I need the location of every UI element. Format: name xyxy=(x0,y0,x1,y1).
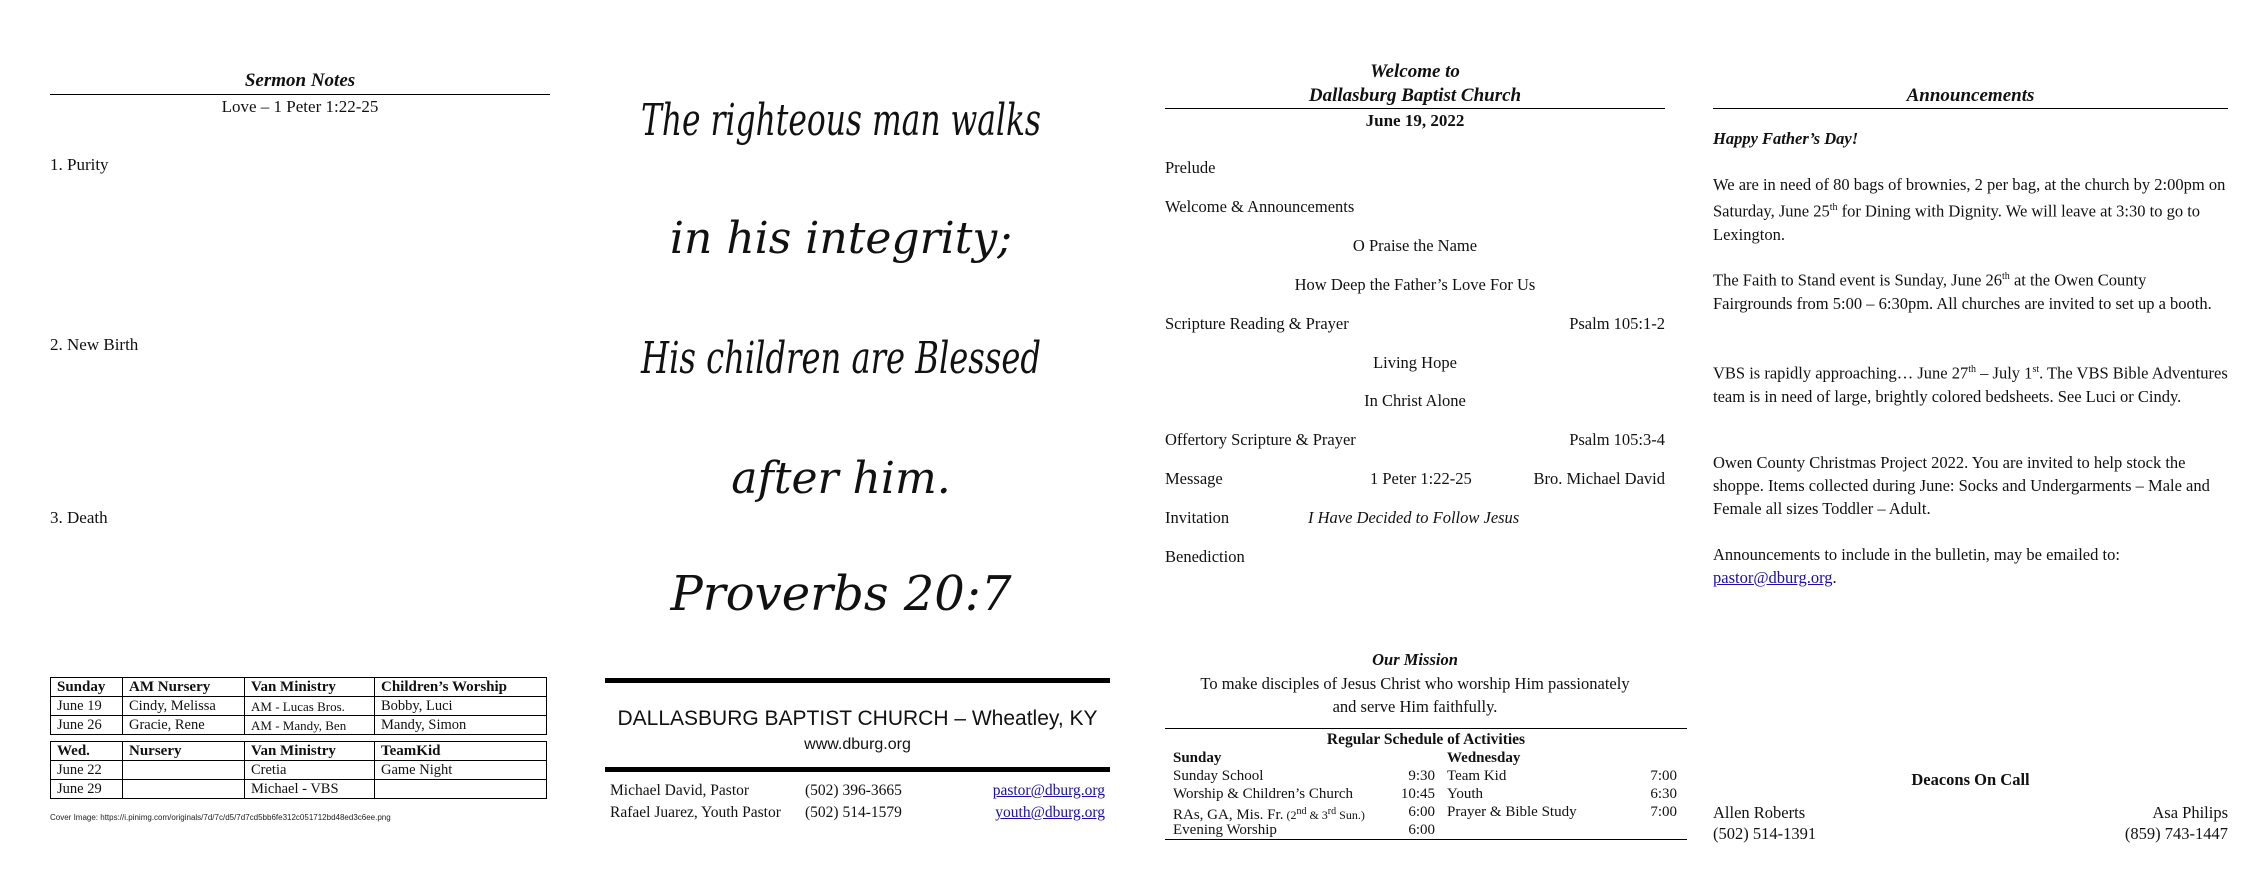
table-row xyxy=(51,780,547,799)
order-song: Living Hope xyxy=(1373,353,1457,372)
activity-name: Prayer & Bible Study xyxy=(1447,804,1577,820)
activity-time: 6:00 xyxy=(1408,804,1435,820)
activity-note: rd xyxy=(1327,806,1337,817)
table-cell: June 29 xyxy=(51,780,123,799)
activity-note: (2 xyxy=(1286,808,1297,822)
announcements-panel xyxy=(1713,0,2228,873)
verse-line: The righteous man walks xyxy=(641,95,1041,146)
order-welcome: Welcome & Announcements xyxy=(1165,197,1355,216)
verse-line: in his integrity; xyxy=(669,213,1013,264)
activity-name: RAs, GA, Mis. Fr. xyxy=(1173,807,1284,823)
church-title-line: Dallasburg Baptist Church xyxy=(1308,85,1522,106)
church-name: DALLASBURG BAPTIST CHURCH – Wheatley, KY xyxy=(617,707,1098,730)
activity-time: 10:45 xyxy=(1400,786,1435,802)
schedule-item xyxy=(1173,803,1435,821)
table-cell: Gracie, Rene xyxy=(123,716,245,735)
order-song: In Christ Alone xyxy=(1364,391,1466,410)
activity-time: 7:00 xyxy=(1650,768,1677,784)
sermon-point: 2. New Birth xyxy=(50,335,139,354)
activity-name: Evening Worship xyxy=(1173,822,1277,838)
announcements-title: Announcements xyxy=(1713,84,2228,109)
table-row xyxy=(51,761,547,780)
divider xyxy=(605,767,1110,772)
order-label: Message xyxy=(1165,469,1223,488)
announcement-text: th xyxy=(1968,364,1977,375)
scripture-reference: Psalm 105:3-4 xyxy=(1569,430,1665,449)
announcement-vbs xyxy=(1713,358,2228,408)
activity-time: 6:30 xyxy=(1650,786,1677,802)
scripture-verse-art xyxy=(605,80,1115,650)
activity-time: 6:00 xyxy=(1408,822,1435,838)
activity-name: Team Kid xyxy=(1447,768,1507,784)
deacon-phone: (502) 514-1391 xyxy=(1713,824,1817,843)
announcement-text: Announcements to include in the bulletin, may be emailed to: xyxy=(1713,545,2120,564)
activity-note: nd xyxy=(1296,806,1307,817)
schedule-day-label: Wednesday xyxy=(1447,750,1521,766)
schedule-item xyxy=(1447,785,1677,803)
order-message xyxy=(1165,469,1665,489)
staff-name: Michael David, Pastor xyxy=(610,782,750,799)
verse-line: His children are Blessed xyxy=(640,333,1041,384)
wednesday-volunteer-table xyxy=(50,741,547,799)
staff-email-link[interactable]: youth@dburg.org xyxy=(995,804,1105,821)
mission-statement xyxy=(1165,672,1665,718)
service-date: June 19, 2022 xyxy=(1365,111,1465,130)
announcement-text: for Dining with Dignity. We will leave at 3:30 to go to Lexington. xyxy=(1713,201,2201,244)
table-header-cell: Van Ministry xyxy=(245,678,375,697)
order-offertory xyxy=(1165,430,1665,450)
deacon-entry xyxy=(1713,802,1816,844)
sermon-notes-panel xyxy=(50,0,550,873)
cover-image-credit: Cover Image: https://i.pinimg.com/originals/7d/7c/d5/7d7cd5bb6fe312c051712bd48ed3c6ee.png xyxy=(50,813,391,822)
table-header-cell: Nursery xyxy=(123,742,245,761)
table-cell: June 19 xyxy=(51,697,123,716)
verse-reference: Proverbs 20:7 xyxy=(670,566,1012,622)
message-reference: 1 Peter 1:22-25 xyxy=(1370,469,1472,488)
table-header-row xyxy=(51,742,547,761)
table-header-row xyxy=(51,678,547,697)
divider xyxy=(1165,839,1687,840)
sermon-subtitle: Love – 1 Peter 1:22-25 xyxy=(221,97,379,116)
announcement-email-link[interactable]: pastor@dburg.org xyxy=(1713,568,1833,587)
announcement-text: We are in need of 80 bags of brownies, 2 per bag, at the church by 2:00pm on Saturday, June 25 xyxy=(1713,175,2226,221)
announcement-christmas-project: Owen County Christmas Project 2022. You are invited to help stock the shoppe. Items collected during June: Socks and Undergarments – Male and Female all sizes Toddler – Adult. xyxy=(1713,453,2210,518)
deacons-title: Deacons On Call xyxy=(1911,770,2030,789)
activity-time: 9:30 xyxy=(1408,768,1435,784)
order-of-worship-panel xyxy=(1165,0,1677,873)
order-label: Offertory Scripture & Prayer xyxy=(1165,430,1356,449)
invitation-song: I Have Decided to Follow Jesus xyxy=(1308,508,1520,527)
announcement-email-note xyxy=(1713,543,2228,589)
schedule-item xyxy=(1173,767,1435,785)
schedule-item xyxy=(1447,767,1677,785)
activity-time: 7:00 xyxy=(1650,804,1677,820)
activity-name: Worship & Children’s Church xyxy=(1173,786,1354,802)
order-label: Invitation xyxy=(1165,508,1230,527)
verse-line: after him. xyxy=(731,453,951,504)
mission-line: and serve Him faithfully. xyxy=(1332,697,1498,716)
deacon-name: Allen Roberts xyxy=(1713,803,1806,822)
order-invitation xyxy=(1165,508,1665,528)
table-cell: Michael - VBS xyxy=(245,780,375,799)
schedule-item xyxy=(1447,803,1677,821)
announcement-brownies xyxy=(1713,173,2228,246)
sunday-volunteer-table xyxy=(50,677,547,735)
table-cell: Cindy, Melissa xyxy=(123,697,245,716)
scripture-reference: Psalm 105:1-2 xyxy=(1569,314,1665,333)
table-row xyxy=(51,716,547,735)
announcement-faith-to-stand xyxy=(1713,265,2228,315)
table-cell xyxy=(123,761,245,780)
table-header-cell: Van Ministry xyxy=(245,742,375,761)
table-cell: June 22 xyxy=(51,761,123,780)
table-header-cell: Children’s Worship xyxy=(375,678,547,697)
table-cell: Mandy, Simon xyxy=(375,716,547,735)
message-speaker: Bro. Michael David xyxy=(1533,469,1665,488)
welcome-line: Welcome to xyxy=(1370,61,1460,82)
table-cell: Bobby, Luci xyxy=(375,697,547,716)
table-cell: June 26 xyxy=(51,716,123,735)
deacon-entry xyxy=(2125,802,2228,844)
deacon-name: Asa Philips xyxy=(2152,803,2228,822)
staff-name: Rafael Juarez, Youth Pastor xyxy=(610,804,781,821)
wednesday-schedule xyxy=(1447,749,1677,821)
cover-panel xyxy=(605,0,1115,873)
schedule-day-label: Sunday xyxy=(1173,750,1222,766)
table-header-cell: Wed. xyxy=(51,742,123,761)
announcement-text: VBS is rapidly approaching… June 27 xyxy=(1713,363,1969,383)
announcement-text: th xyxy=(2002,271,2010,282)
announcement-text: The Faith to Stand event is Sunday, June 26 xyxy=(1713,270,2003,290)
announcement-text: at the Owen County Fairgrounds from 5:00 – 6:30pm. All churches are invited to set up a booth. xyxy=(1713,270,2212,313)
announcement-text: . The VBS Bible Adventures team is in need of large, brightly colored bedsheets. See Luci or Cindy. xyxy=(1713,363,2228,406)
activity-note: Sun.) xyxy=(1336,808,1365,822)
activity-name: Sunday School xyxy=(1173,768,1264,784)
order-scripture-reading xyxy=(1165,314,1665,334)
announcement-text: – July 1 xyxy=(1976,363,2033,383)
sermon-point: 1. Purity xyxy=(50,155,109,174)
table-cell: Game Night xyxy=(375,761,547,780)
staff-phone: (502) 514-1579 xyxy=(805,804,902,821)
announcement-text: th xyxy=(1829,202,1838,213)
order-song: How Deep the Father’s Love For Us xyxy=(1294,275,1536,294)
mission-title: Our Mission xyxy=(1372,650,1458,669)
table-row xyxy=(51,697,547,716)
schedule-item xyxy=(1173,785,1435,803)
divider xyxy=(605,678,1110,683)
activity-name: Youth xyxy=(1447,786,1483,802)
sermon-point: 3. Death xyxy=(50,508,108,527)
church-website[interactable]: www.dburg.org xyxy=(804,736,911,753)
table-cell: AM - Lucas Bros. xyxy=(245,697,375,716)
announcement-text: . xyxy=(1832,568,1837,587)
order-song: O Praise the Name xyxy=(1352,236,1478,255)
announcement-text: st xyxy=(2032,364,2040,375)
order-prelude: Prelude xyxy=(1165,158,1216,177)
sunday-schedule xyxy=(1173,749,1435,839)
table-cell xyxy=(123,780,245,799)
staff-email-link[interactable]: pastor@dburg.org xyxy=(992,782,1105,799)
order-label: Scripture Reading & Prayer xyxy=(1165,314,1349,333)
order-benediction: Benediction xyxy=(1165,547,1245,566)
activity-note: & 3 xyxy=(1306,808,1328,822)
schedule-item xyxy=(1173,821,1435,839)
welcome-heading xyxy=(1165,60,1665,109)
table-header-cell: Sunday xyxy=(51,678,123,697)
regular-schedule-title: Regular Schedule of Activities xyxy=(1165,728,1687,749)
deacon-phone: (859) 743-1447 xyxy=(2124,824,2228,843)
table-cell: Cretia xyxy=(245,761,375,780)
fathers-day-greeting: Happy Father’s Day! xyxy=(1713,129,1859,148)
table-header-cell: TeamKid xyxy=(375,742,547,761)
table-cell xyxy=(375,780,547,799)
mission-line: To make disciples of Jesus Christ who worship Him passionately xyxy=(1200,674,1630,693)
table-cell: AM - Mandy, Ben xyxy=(245,716,375,735)
staff-phone: (502) 396-3665 xyxy=(805,782,902,799)
table-header-cell: AM Nursery xyxy=(123,678,245,697)
sermon-notes-title: Sermon Notes xyxy=(50,68,550,95)
